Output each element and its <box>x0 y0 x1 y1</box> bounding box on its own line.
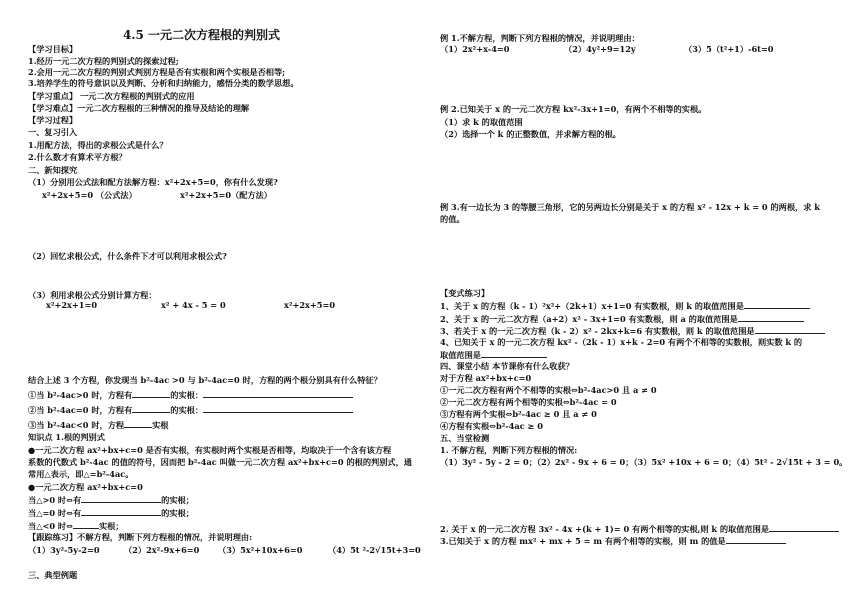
review-q1: 1.用配方法，得出的求根公式是什么？ <box>28 140 168 150</box>
follow-2: （2）2x²-9x+6=0 <box>124 545 200 555</box>
case-1: ①当 b²-4ac>0 时，方程有 的实根： <box>28 389 353 401</box>
explore-3: （3）利用求根公式分别计算方程： <box>28 290 157 300</box>
example-2: 例 2.已知关于 x 的一元二次方程 kx²-3x+1=0，有两个不相等的实根。 <box>440 104 707 114</box>
variant-4-line-2: 取值范围是 <box>440 349 547 361</box>
explore-1b: x²+2x+5=0（配方法） <box>180 190 272 200</box>
section-5: 五、当堂检测 <box>440 433 490 443</box>
test-3: 3.已知关于 x 的方程 mx² + mx + 5 = m 有两个相等的实根，则 m 的值是 <box>440 535 786 547</box>
difficulty: 【学习难点】一元二次方程根的三种情况的推导及结论的理解 <box>28 103 250 113</box>
goal-3: 3.培养学生的符号意识以及判断、分析和归纳能力，感悟分类的数学思想。 <box>28 78 299 88</box>
delta-3: 当△<0 时⇔ 实根； <box>28 521 124 531</box>
section-4: 四、课堂小结 本节课你有什么收获？ <box>440 361 574 371</box>
summary-0: 对于方程 ax²+bx+c=0 <box>440 373 532 383</box>
case-3: ③当 b²-4ac<0 时，方程 实根 <box>28 420 169 430</box>
kp-2: ●一元二次方程 ax²+bx+c=0 <box>28 482 143 492</box>
summary-2: ②一元二次方程有两个相等的实根⇔b²-4ac = 0 <box>440 397 617 407</box>
follow-1: （1）3y²-5y-2=0 <box>28 545 100 555</box>
variant-4-line-1: 4、已知关于 x 的一元二次方程 kx² -（2k - 1）x+k - 2=0 有两个不相等的实数根，则实数 k 的 <box>440 337 803 347</box>
example-1a: （1）2x²+x-4=0 <box>440 44 510 54</box>
example-1c: （3）5（t²+1）-6t=0 <box>684 44 774 54</box>
delta-2: 当△=0 时⇔有 的实根； <box>28 508 194 518</box>
example-3-line-1: 例 3.有一边长为 3 的等腰三角形，它的另两边长分别是关于 x 的方程 x² - 12x + k = 0 的两根，求 k <box>440 202 820 212</box>
goals-heading: 【学习目标】 <box>28 44 78 54</box>
example-2b: （2）选择一个 k 的正整数值，并求解方程的根。 <box>440 129 621 139</box>
variant-1: 1、关于 x 的方程（k - 1）²x²+（2k+1）x+1=0 有实数根，则 k 的取值范围是 <box>440 300 810 312</box>
review-q2: 2.什么数才有算术平方根？ <box>28 152 127 162</box>
explore-1: （1）分别用公式法和配方法解方程：x²+2x+5=0，你有什么发现? <box>28 177 278 187</box>
section-3: 三、典型例题 <box>28 570 78 580</box>
goal-1: 1.经历一元二次方程的判别式的探索过程; <box>28 56 179 66</box>
explore-2: （2）回忆求根公式，什么条件下才可以利用求根公式? <box>28 251 227 261</box>
explore-3c: x²+2x+5=0 <box>284 300 336 310</box>
knowledge-point: 知识点 1.根的判别式 <box>28 432 105 442</box>
variant-2: 2、关于 x 的一元二次方程（a+2）x² - 3x+1=0 有实数根，则 a 的取值范围是 <box>440 313 804 325</box>
example-1: 例 1.不解方程，判断下列方程根的情况，并说明理由： <box>440 33 640 43</box>
page-title: 4.5 一元二次方程根的判别式 <box>123 28 281 42</box>
example-2a: （1）求 k 的取值范围 <box>440 117 523 127</box>
variant-heading: 【变式练习】 <box>440 288 490 298</box>
test-1-items: （1）3y² - 5y - 2 = 0；（2）2x² - 9x + 6 = 0；（3）5x² +10x + 6 = 0；（4）5t² - 2√15t + 3 = 0。 <box>440 457 848 467</box>
kp-text-3: 常用△表示，即△=b²-4ac。 <box>28 469 134 479</box>
test-2: 2. 关于 x 的一元二次方程 3x² - 4x +(k + 1)= 0 有两个相等的实根,则 k 的取值范围是 <box>440 523 839 535</box>
example-1b: （2）4y²+9=12y <box>564 44 636 54</box>
process-heading: 【学习过程】 <box>28 115 78 125</box>
kp-text-1: ●一元二次方程 ax²+bx+c=0 是否有实根，有实根时两个实根是否相等，均取决于一个含有该方程 <box>28 445 392 455</box>
combine-question: 结合上述 3 个方程，你发现当 b²-4ac >0 与 b²-4ac=0 时，方程的两个根分别具有什么特征？ <box>28 375 382 385</box>
summary-3: ③方程有两个实根⇔b²-4ac ≥ 0 且 a ≠ 0 <box>440 409 597 419</box>
summary-4: ④方程有实根⇔b²-4ac ≥ 0 <box>440 421 543 431</box>
explore-3b: x² + 4x - 5 = 0 <box>161 300 226 310</box>
case-2: ②当 b²-4ac=0 时，方程有 的实根： <box>28 404 353 416</box>
section-2: 二、新知探究 <box>28 165 78 175</box>
follow-4: （4）5t ²-2√15t+3=0 <box>328 545 421 555</box>
section-1: 一、复习引入 <box>28 127 78 137</box>
kp-text-2: 系数的代数式 b²-4ac 的值的符号，因而把 b²-4ac 叫做一元二次方程 ax²+bx+c=0 的根的判别式，通 <box>28 457 412 467</box>
explore-3a: x²+2x+1=0 <box>46 300 98 310</box>
test-1: 1. 不解方程，判断下列方程根的情况: <box>440 445 578 455</box>
goal-2: 2.会用一元二次方程的判别式判别方程是否有实根和两个实根是否相等; <box>28 67 286 77</box>
follow-practice: 【跟踪练习】不解方程，判断下列方程根的情况，并说明理由: <box>28 532 253 542</box>
follow-3: （3）5x²+10x+6=0 <box>218 545 303 555</box>
key-point: 【学习重点】 一元二次方程根的判别式的应用 <box>28 91 195 101</box>
example-3-line-2: 的值。 <box>440 214 465 224</box>
delta-1: 当△>0 时⇔有 的实根； <box>28 495 194 505</box>
explore-1a: x²+2x+5=0 （公式法） <box>42 190 137 200</box>
variant-3: 3、若关于 x 的一元二次方程（k - 2）x² - 2kx+k=6 有实数根，则 k 的取值范围是 <box>440 325 825 337</box>
summary-1: ①一元二次方程有两个不相等的实根⇔b²-4ac>0 且 a ≠ 0 <box>440 385 657 395</box>
